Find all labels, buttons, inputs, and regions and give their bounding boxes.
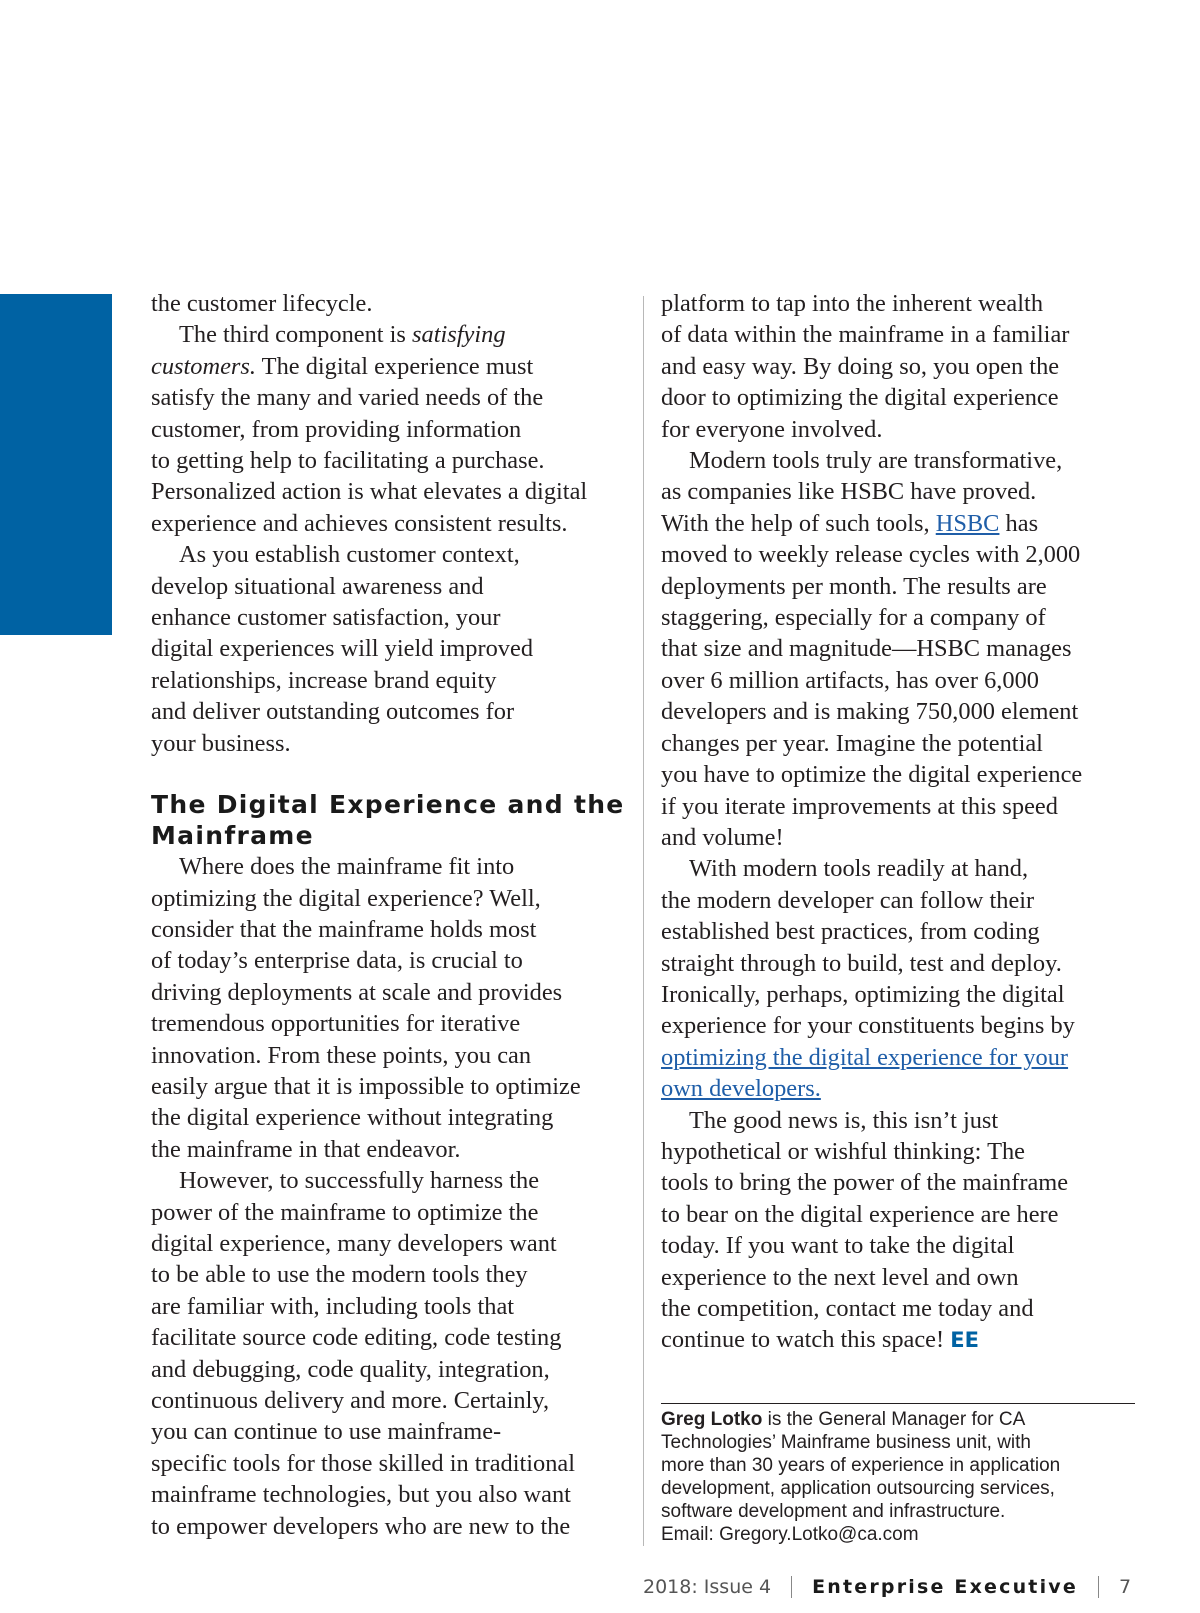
section-spacer <box>151 759 632 789</box>
paragraph-line: the competition, contact me today and <box>661 1295 1034 1322</box>
paragraph-line: However, to successfully harness the <box>179 1167 540 1195</box>
paragraph-line <box>661 1042 1141 1073</box>
author-email: Email: Gregory.Lotko@ca.com <box>661 1524 919 1545</box>
paragraph-line: The good news is, this isn’t just <box>689 1106 999 1134</box>
column-divider <box>643 296 644 1546</box>
footer-divider <box>1098 1576 1099 1598</box>
paragraph-line: enhance customer satisfaction, your <box>151 604 501 632</box>
paragraph-line: you can continue to use mainframe- <box>151 1418 502 1446</box>
heading-line: Mainframe <box>151 821 314 851</box>
paragraph-line: Ironically, perhaps, optimizing the digital <box>661 980 1065 1008</box>
paragraph-line: relationships, increase brand equity <box>151 666 497 694</box>
paragraph-line: specific tools for those skilled in traditional <box>151 1449 576 1477</box>
paragraph-line: that size and magnitude—HSBC manages <box>661 635 1072 663</box>
bio-divider <box>661 1403 1135 1404</box>
paragraph-line <box>661 1324 1141 1356</box>
paragraph-line: optimizing the digital experience? Well, <box>151 884 541 912</box>
paragraph-line: platform to tap into the inherent wealth <box>661 290 1044 317</box>
text-run: With the help of such tools, <box>661 509 936 537</box>
paragraph-line: innovation. From these points, you can <box>151 1041 532 1069</box>
paragraph-line: With modern tools readily at hand, <box>689 855 1029 883</box>
paragraph-line: and volume! <box>661 823 784 851</box>
text-run: is the General Manager for CA <box>762 1409 1026 1430</box>
paragraph-line: are familiar with, including tools that <box>151 1292 515 1320</box>
paragraph-line: deployments per month. The results are <box>661 572 1047 600</box>
paragraph-line: established best practices, from coding <box>661 918 1040 946</box>
text-run: continue to watch this space! <box>661 1326 951 1354</box>
paragraph-line: for everyone involved. <box>661 415 883 443</box>
author-bio <box>661 1408 1141 1546</box>
paragraph-line: to bear on the digital experience are here <box>661 1200 1059 1228</box>
paragraph-line: staggering, especially for a company of <box>661 604 1046 632</box>
bio-line: development, application outsourcing services, <box>661 1478 1055 1499</box>
paragraph-line: and debugging, code quality, integration, <box>151 1355 550 1383</box>
accent-bar <box>0 294 112 635</box>
paragraph-line: to empower developers who are new to the <box>151 1512 571 1540</box>
page-number: 7 <box>1118 1576 1132 1598</box>
text-run: The digital experience must <box>256 352 534 380</box>
paragraph-line <box>151 319 632 350</box>
paragraph-line: easily argue that it is impossible to optimize <box>151 1072 581 1100</box>
paragraph-line: of data within the mainframe in a familiar <box>661 321 1070 349</box>
paragraph-line: mainframe technologies, but you also want <box>151 1481 571 1509</box>
hsbc-link[interactable]: HSBC <box>935 509 1000 537</box>
paragraph-line: your business. <box>151 729 291 757</box>
paragraph-line: tremendous opportunities for iterative <box>151 1010 521 1038</box>
paragraph-line: you have to optimize the digital experience <box>661 761 1083 789</box>
paragraph-line: customer, from providing information <box>151 415 522 443</box>
paragraph-line: experience for your constituents begins by <box>661 1012 1075 1040</box>
paragraph-line <box>661 1073 1141 1104</box>
paragraph-line: Modern tools truly are transformative, <box>689 447 1063 475</box>
author-name: Greg Lotko <box>661 1409 763 1430</box>
paragraph-line: develop situational awareness and <box>151 572 484 600</box>
paragraph-line: to be able to use the modern tools they <box>151 1261 528 1289</box>
text-run: The third component is <box>179 321 413 349</box>
bio-line <box>661 1408 1141 1431</box>
paragraph-line: As you establish customer context, <box>179 541 520 569</box>
bio-line: more than 30 years of experience in application <box>661 1455 1061 1476</box>
paragraph-line: developers and is making 750,000 element <box>661 698 1079 726</box>
paragraph-line: changes per year. Imagine the potential <box>661 729 1043 757</box>
paragraph-line: over 6 million artifacts, has over 6,000 <box>661 666 1039 694</box>
paragraph-line: today. If you want to take the digital <box>661 1232 1015 1260</box>
right-column <box>661 288 1141 1357</box>
magazine-title: Enterprise Executive <box>812 1576 1078 1598</box>
paragraph-line: the modern developer can follow their <box>661 886 1035 914</box>
paragraph-line: consider that the mainframe holds most <box>151 915 537 943</box>
bio-line: software development and infrastructure. <box>661 1501 1006 1522</box>
paragraph-line: digital experiences will yield improved <box>151 635 534 663</box>
end-of-article-mark: EE <box>950 1328 979 1353</box>
paragraph-line: and deliver outstanding outcomes for <box>151 698 515 726</box>
paragraph-line: facilitate source code editing, code testing <box>151 1324 562 1352</box>
paragraph-line: the digital experience without integrating <box>151 1104 554 1132</box>
paragraph-line: experience and achieves consistent results. <box>151 509 568 537</box>
paragraph-line: continuous delivery and more. Certainly, <box>151 1387 550 1414</box>
paragraph-line: power of the mainframe to optimize the <box>151 1198 539 1226</box>
left-column <box>151 288 632 1542</box>
paragraph-line: of today’s enterprise data, is crucial to <box>151 947 523 975</box>
paragraph-line: hypothetical or wishful thinking: The <box>661 1137 1026 1165</box>
paragraph-line: if you iterate improvements at this speed <box>661 792 1058 820</box>
paragraph-line: as companies like HSBC have proved. <box>661 478 1037 506</box>
paragraph-line: satisfy the many and varied needs of the <box>151 384 544 412</box>
paragraph-line: driving deployments at scale and provides <box>151 978 563 1006</box>
paragraph-line: and easy way. By doing so, you open the <box>661 352 1060 380</box>
text-run: has <box>999 509 1039 537</box>
paragraph-line: digital experience, many developers want <box>151 1229 557 1257</box>
emphasis-text: satisfying <box>412 321 506 349</box>
bio-line: Technologies’ Mainframe business unit, with <box>661 1432 1031 1453</box>
paragraph-line: door to optimizing the digital experience <box>661 384 1059 412</box>
emphasis-text: customers. <box>151 352 257 380</box>
paragraph-line <box>661 508 1141 539</box>
developers-article-link[interactable]: optimizing the digital experience for your <box>661 1043 1069 1071</box>
heading-line: The Digital Experience and the <box>151 790 625 820</box>
paragraph-line: experience to the next level and own <box>661 1263 1019 1291</box>
paragraph-line: the mainframe in that endeavor. <box>151 1135 461 1163</box>
paragraph-line: the customer lifecycle. <box>151 290 373 317</box>
page-footer <box>643 1573 1133 1601</box>
section-heading <box>151 789 632 851</box>
paragraph-line: to getting help to facilitating a purchase. <box>151 447 545 475</box>
paragraph-line: straight through to build, test and deploy. <box>661 949 1062 977</box>
paragraph-line <box>151 351 632 382</box>
paragraph-line: moved to weekly release cycles with 2,000 <box>661 541 1081 569</box>
footer-divider <box>791 1576 792 1598</box>
paragraph-line: Personalized action is what elevates a digital <box>151 478 588 506</box>
paragraph-line: tools to bring the power of the mainframe <box>661 1169 1069 1197</box>
paragraph-line: Where does the mainframe fit into <box>179 853 515 881</box>
issue-label: 2018: Issue 4 <box>643 1576 772 1598</box>
developers-article-link[interactable]: own developers. <box>661 1075 821 1103</box>
